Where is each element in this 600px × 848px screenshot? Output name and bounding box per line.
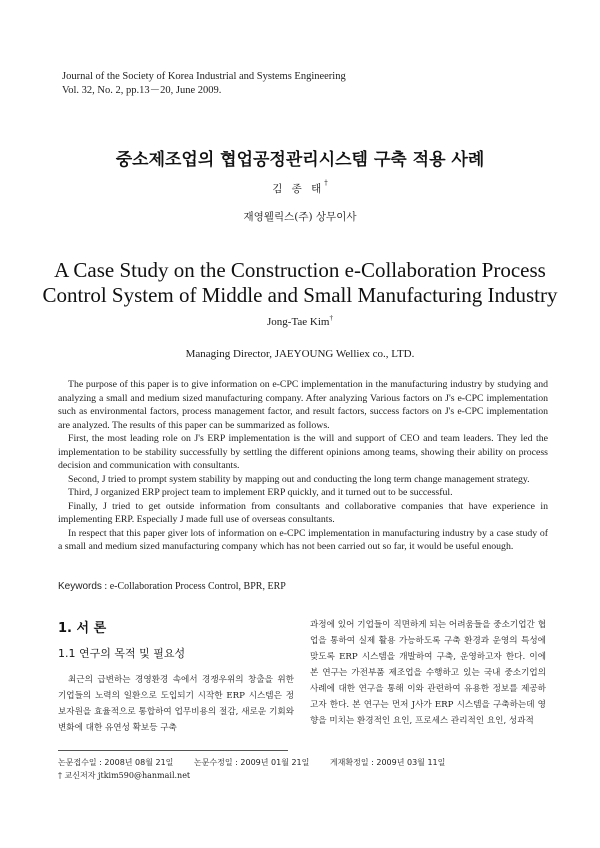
abstract-paragraph: Finally, J tried to get outside information from consultants and collaborative companies that have experience in implementing ERP. Especially J made full use of overseas consultants. [58,500,548,525]
corresponding-author-mark-en: † [329,314,333,322]
affiliation-korean: 재영웰릭스(주) 상무이사 [243,211,357,223]
journal-volume: Vol. 32, No. 2, pp.13－20, June 2009. [62,85,222,96]
abstract-paragraph: The purpose of this paper is to give information on e-CPC implementation in the manufacturing industry by studying and analyzing a small and medium sized manufacturing company. After analyzing Various factors on J's e-CPC implementation such as environmental factors, process management factor, and result factors, success factors on J's e-CPC implementation are analyzed. The results of this paper can be summarized as follows. [58,379,548,431]
subsection-heading: 1.1 연구의 목적 및 필요성 [58,647,186,660]
corresponding-author-mark: † [324,179,328,187]
abstract-paragraph: First, the most leading role on J's ERP implementation is the will and support of CEO and team leaders. They led the implementation to be stability successfully by settling the different opinions among teams, showing their ability on process decision and communication with consultants. [58,433,548,471]
journal-name: Journal of the Society of Korea Industrial and Systems Engineering [62,71,346,82]
author-korean [0,181,600,196]
section-heading: 1. 서 론 [58,621,107,636]
footnote-dates [58,756,548,769]
body-column-right [310,617,546,729]
footnotes [58,756,548,782]
corresponding-author-footnote: † 교신저자 jtkim590@hanmail.net [58,771,191,780]
author-korean-name: 김 종 태 [272,183,325,195]
journal-header [62,70,346,98]
title-english-line1: A Case Study on the Construction e-Collaboration Process [54,258,546,282]
abstract-paragraph: Second, J tried to prompt system stability by mapping out and conducting the long term change management strategy. [68,473,530,485]
keywords-value: e-Collaboration Process Control, BPR, ERP [109,581,286,592]
accepted-date: 게재확정일 : 2009년 03월 11일 [329,758,446,767]
body-paragraph: 과정에 있어 기업들이 직면하게 되는 어려움들을 중소기업간 협업을 통하여 실제 활용 가능하도록 구축 환경과 운영의 특성에 맞도록 ERP 시스템을 개발하여 구축, 운영하고자 한다. 이에 본 연구는 가전부품 제조업을 수행하고 있는 국내 중소기업의 사례에 대한 연구을 통해 이와 관련하여 유용한 정보를 제공하고자 한다. 본 연구는 먼저 J사가 ERP 시스템을 구축하는데 영향을 미치는 환경적인 요인, 프로세스 관리적인 요인, 성과적 [310,620,546,726]
footnote-divider [58,750,288,751]
received-date: 논문접수일 : 2008년 08월 21일 [58,758,174,767]
keywords: Keywords : e-Collaboration Process Control, BPR, ERP [58,581,286,592]
abstract [58,378,548,554]
abstract-paragraph: Third, J organized ERP project team to implement ERP quickly, and it turned out to be successful. [68,487,453,498]
title-korean: 중소제조업의 협업공정관리시스템 구축 적용 사례 [115,150,485,170]
affiliation-english: Managing Director, JAEYOUNG Welliex co., LTD. [185,348,415,360]
revised-date: 논문수정일 : 2009년 01월 21일 [193,758,310,767]
author-english-name: Jong-Tae Kim [267,316,330,328]
body-paragraph: 최근의 급변하는 경영환경 속에서 경쟁우위의 창출을 위한 기업들의 노력의 일환으로 도입되기 시작한 ERP 시스템은 정보자원을 효율적으로 통합하여 업무비용의 절감, 새로운 기회와 변화에 대한 유연성 확보등 구축 [58,675,294,733]
title-english-line2: Control System of Middle and Small Manufacturing Industry [42,283,558,307]
keywords-label: Keywords [58,581,102,592]
author-english [0,316,600,328]
body-column-left [58,672,294,736]
abstract-paragraph: In respect that this paper giver lots of information on e-CPC implementation in manufacturing industry by a case study of a small and medium sized manufacturing company which has not been carried out so far, it would be useful enough. [58,527,548,552]
title-english [0,258,600,308]
